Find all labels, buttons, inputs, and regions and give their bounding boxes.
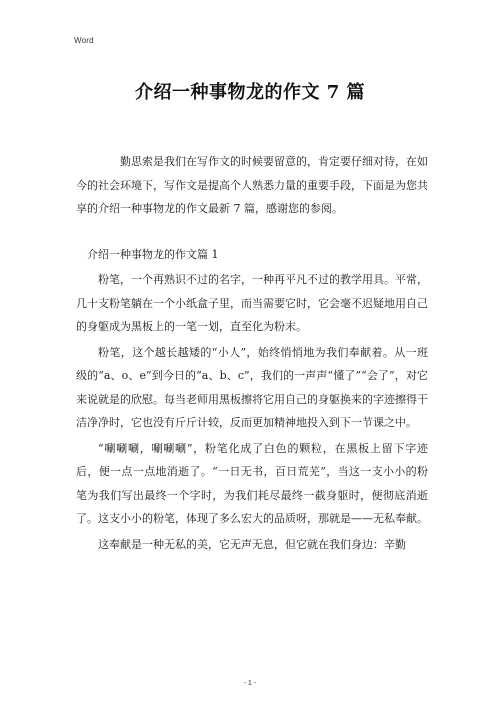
document-body	[76, 150, 428, 556]
intro-paragraph: 勤思索是我们在写作文的时候要留意的，肯定要仔细对待，在如今的社会环境下，写作文是提高个人熟悉力量的重要手段，下面是为您共享的介绍一种事物龙的作文最新 7 篇，感谢您的参阅。	[76, 155, 428, 215]
body-paragraph-2: 粉笔，这个越长越矮的“小人”，始终悄悄地为我们奉献着。从一班级的“a、o、e”到今日的“a、b、c”，我们的一声声“懂了”“会了”，对它来说就是的欣慰。每当老师用黑板擦将它用自己的身躯换来的字迹擦得干洁净净时，它也没有斤斤计较，反而更加精神地投入到下一节课之中。	[76, 345, 428, 429]
body-paragraph-4: 这奉献是一种无私的美，它无声无息，但它就在我们身边：辛勤	[98, 537, 406, 551]
body-paragraph-3: “唰唰唰，唰唰唰”，粉笔化成了白色的颗粒，在黑板上留下字迹后，便一点一点地消逝了。“一日无书，百日荒芜”，当这一支小小的粉笔为我们写出最终一个字时，为我们耗尽最终一截身躯时，便彻底消逝了。这支小小的粉笔，体现了多么宏大的品质呀，那就是——无私奉献。	[76, 441, 428, 525]
document-title: 介绍一种事物龙的作文 7 篇	[134, 82, 366, 103]
header-label: Word	[74, 36, 94, 45]
page-number: - 1 -	[243, 680, 257, 687]
body-paragraph-1: 粉笔，一个再熟识不过的名字，一种再平凡不过的教学用具。平常，几十支粉笔躺在一个小纸盒子里，而当需要它时，它会毫不迟疑地用自己的身躯成为黑板上的一笔一划，直至化为粉末。	[76, 273, 428, 333]
section-heading: 介绍一种事物龙的作文篇 1	[87, 247, 219, 261]
